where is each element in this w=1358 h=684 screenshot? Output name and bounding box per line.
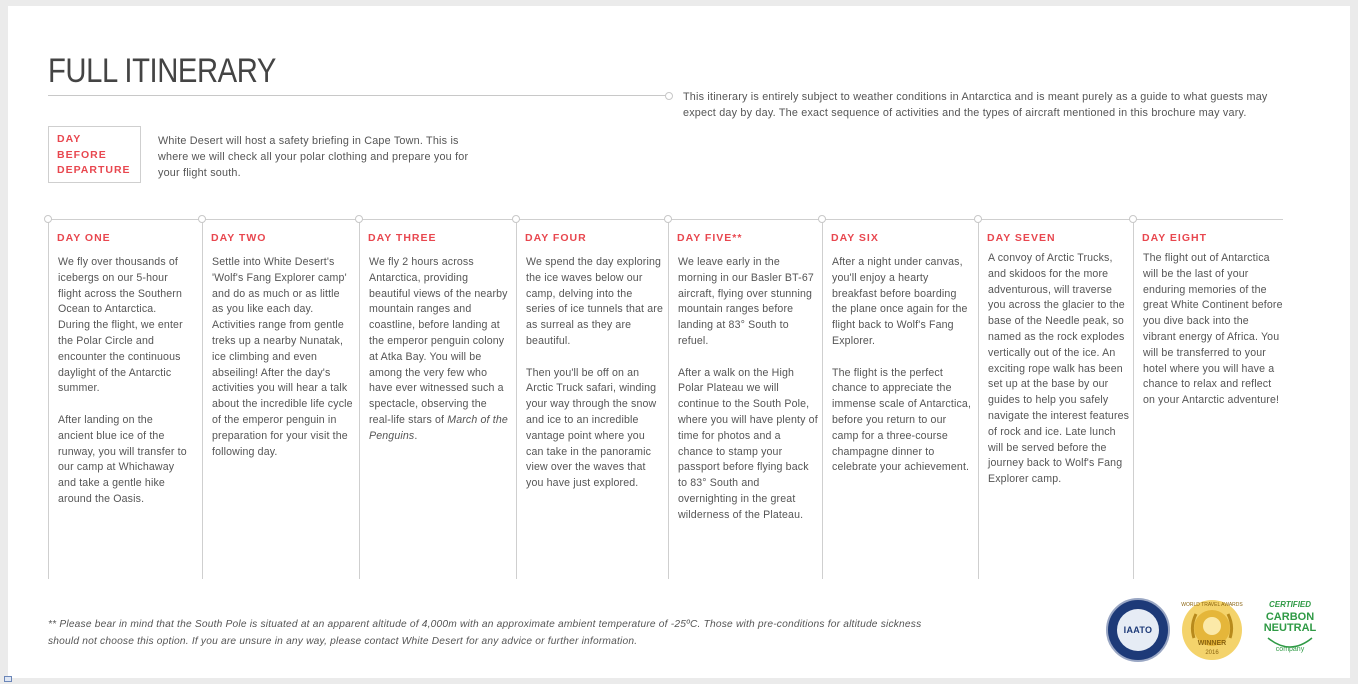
day-title: DAY SIX [831, 232, 879, 244]
iaato-badge [1106, 598, 1170, 662]
day-column [822, 219, 979, 579]
day-title: DAY EIGHT [1142, 232, 1208, 244]
timeline-dot [512, 215, 520, 223]
timeline-dot [198, 215, 206, 223]
corner-marker [4, 676, 12, 682]
day-paragraph: After a night under canvas, you'll enjoy a hearty breakfast before boarding the plane once again for the flight back to Wolf's Fang Explorer. [832, 256, 968, 347]
day-text-end: . [414, 429, 418, 442]
day-paragraph: We spend the day exploring the ice waves below our camp, delving into the series of ice tunnels that are as surreal as they are beautiful. [526, 256, 663, 347]
day-description [988, 251, 1130, 488]
day-description [212, 255, 354, 460]
day-column [202, 219, 360, 579]
day-paragraph: After a walk on the High Polar Plateau we will continue to the South Pole, where you will have plenty of time for photos and a chance to stamp your passport before flying back to 83° South and overnighting in the great wilderness of the Plateau. [678, 366, 818, 521]
day-title: DAY ONE [57, 232, 111, 244]
world-travel-awards-badge [1180, 598, 1244, 662]
timeline-dot [355, 215, 363, 223]
day-paragraph: A convoy of Arctic Trucks, and skidoos for the more adventurous, will traverse you across the glacier to the base of the Needle peak, so named as the rock explodes vertically out of the ice. An exciting rope walk has been set up at the base by our guides to help you safely navigate the interest features of rock and ice. Late lunch will be served before the journey back to Wolf's Fang Explorer camp. [988, 252, 1130, 486]
cn-neutral-label: NEUTRAL [1263, 622, 1317, 634]
day-column [516, 219, 669, 579]
carbon-neutral-badge [1258, 598, 1322, 662]
title-divider [48, 95, 668, 96]
day-paragraph: Settle into White Desert's 'Wolf's Fang Explorer camp' and do as much or as little as you like each day. Activities range from gentle treks up a nearby Nunatak, ice climbing and even abseiling! After the day's activities you will hear a talk about the incredible life cycle of the emperor penguin in preparation for your visit the following day. [212, 256, 353, 458]
day-before-departure-box [48, 126, 141, 183]
iaato-emblem [1117, 609, 1159, 651]
itinerary-disclaimer: This itinerary is entirely subject to weather conditions in Antarctica and is meant purely as a guide to what guests may expect day by day. The exact sequence of activities and the types of aircraft mentioned in this brochure may vary. [683, 91, 1268, 119]
day-column [1133, 219, 1284, 579]
day-description [832, 255, 974, 476]
timeline-dot [974, 215, 982, 223]
day-paragraph: We leave early in the morning in our Basler BT-67 aircraft, flying over stunning mountain ranges before landing at 83° South to refuel. [678, 256, 814, 347]
iaato-label: IAATO [1123, 625, 1153, 635]
day-paragraph: The flight is the perfect chance to appreciate the immense scale of Antarctica, before you return to our camp for a three-course champagne dinner to celebrate your achievement. [832, 366, 972, 474]
day-before-departure-label: DAY BEFORE DEPARTURE [57, 133, 131, 176]
day-text: We fly 2 hours across Antarctica, providing beautiful views of the nearby mountain ranges and coastline, before landing at the emperor penguin colony at Atka Bay. You will be among the very few who have ever witnessed such a spectacle, observing the real-life stars of [369, 256, 508, 426]
timeline-dot [1129, 215, 1137, 223]
day-title: DAY FIVE** [677, 232, 743, 244]
wta-title-label: WORLD TRAVEL AWARDS [1181, 602, 1243, 608]
day-paragraph [369, 255, 511, 445]
altitude-footnote: ** Please bear in mind that the South Pole is situated at an apparent altitude of 4,000m with an approximate ambient temperature of -25ºC. Those with pre-conditions for altitude sickness should not choose this option. If you are unsure in any way, please contact White Desert for any advice or further information. [48, 619, 922, 647]
day-paragraph: After landing on the ancient blue ice of the runway, you will transfer to our camp at Whichaway and take a gentle hike around the Oasis. [58, 413, 187, 505]
day-before-departure-text: White Desert will host a safety briefing in Cape Town. This is where we will check all your polar clothing and prepare you for your flight south. [158, 135, 469, 179]
cn-carbon-label: CARBON [1265, 611, 1315, 623]
cn-certified-label: CERTIFIED [1268, 600, 1312, 609]
day-paragraph: Then you'll be off on an Arctic Truck safari, winding your way through the snow and ice to an incredible vantage point where you can take in the panoramic view over the waves that you have just explored. [526, 366, 657, 490]
day-title: DAY TWO [211, 232, 267, 244]
divider-dot [665, 92, 673, 100]
day-paragraph: We fly over thousands of icebergs on our 5-hour flight across the Southern Ocean to Antarctica. During the flight, we enter the Polar Circle and encounter the continuous daylight of the Antarctic summer. [58, 256, 183, 395]
day-description [1143, 251, 1283, 409]
wta-winner-label: WINNER [1197, 640, 1227, 647]
page-title: FULL ITINERARY [48, 52, 276, 90]
day-description [58, 255, 188, 508]
film-title: March of the Penguins [369, 413, 508, 442]
day-title: DAY FOUR [525, 232, 587, 244]
timeline-dot [818, 215, 826, 223]
day-column [359, 219, 517, 579]
day-column [48, 219, 203, 579]
itinerary-page [8, 6, 1350, 678]
day-paragraph: The flight out of Antarctica will be the last of your enduring memories of the great White Continent before you dive back into the vibrant energy of Africa. You will be transferred to your hotel where you will have a chance to relax and reflect on your Antarctic adventure! [1143, 252, 1283, 407]
day-title: DAY THREE [368, 232, 437, 244]
day-column [668, 219, 823, 579]
wta-year-label: 2016 [1205, 650, 1219, 656]
day-column [978, 219, 1134, 579]
day-description [526, 255, 664, 492]
day-description [678, 255, 818, 524]
day-description [369, 255, 511, 445]
day-title: DAY SEVEN [987, 232, 1056, 244]
timeline-dot [664, 215, 672, 223]
timeline-dot [44, 215, 52, 223]
cn-company-label: company [1275, 646, 1305, 653]
